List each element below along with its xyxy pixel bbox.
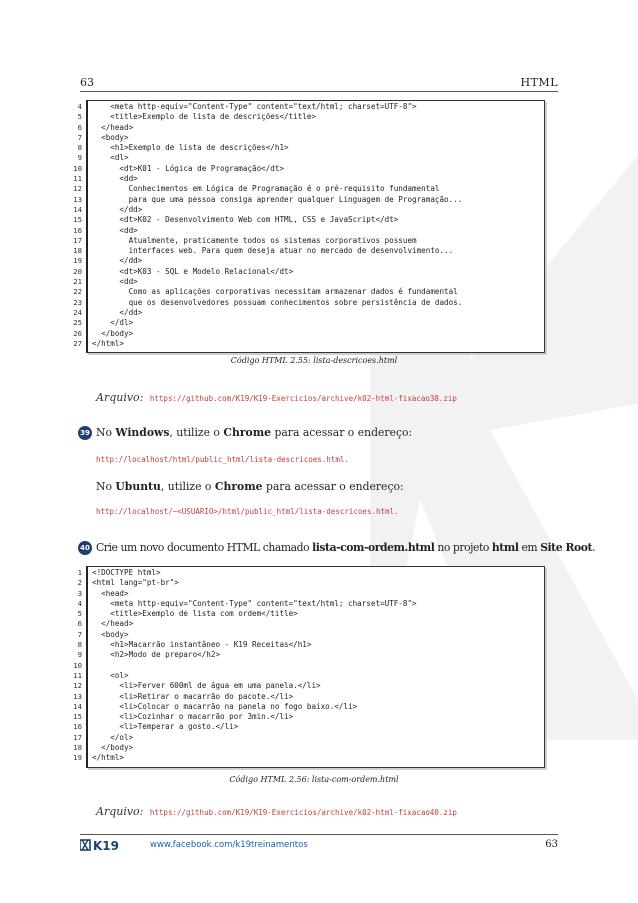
code-text: </head> <box>92 122 134 132</box>
bold-term: Chrome <box>214 480 263 493</box>
line-number: 27 <box>73 338 82 348</box>
code-text: para que uma pessoa consiga aprender qualquer Linguagem de Programação... <box>92 194 463 204</box>
code-line <box>73 681 544 691</box>
header-chapter-title: HTML <box>520 76 558 89</box>
bold-term: Site Root <box>540 541 593 554</box>
text-run: , utilize o <box>160 480 215 493</box>
text-run: . <box>592 541 595 554</box>
code-text: <dd> <box>92 277 138 287</box>
code-text: </head> <box>92 619 134 629</box>
code-line <box>73 660 544 671</box>
code-line <box>77 112 544 122</box>
step-number-badge: 39 <box>78 426 92 440</box>
line-number: 17 <box>73 732 82 742</box>
line-number: 9 <box>77 650 82 660</box>
code-text: </body> <box>92 328 134 338</box>
code-line <box>73 328 544 339</box>
text-run: em <box>518 541 541 554</box>
text-run: Crie um novo documento HTML chamado <box>96 541 313 554</box>
line-number: 5 <box>77 609 82 619</box>
code-text: <dd> <box>92 174 138 184</box>
arquivo-label: Arquivo: <box>96 391 144 404</box>
code-text: Como as aplicações corporativas necessitam armazenar dados é fundamental <box>92 287 458 297</box>
footer-page-number: 63 <box>545 839 558 850</box>
line-number: 26 <box>73 328 82 338</box>
code-line <box>73 712 544 722</box>
line-number: 15 <box>73 712 82 722</box>
code-line <box>73 307 544 318</box>
line-number: 21 <box>73 277 82 287</box>
code-line <box>77 609 544 619</box>
code-line <box>77 598 544 609</box>
code-line <box>73 297 544 308</box>
code-line <box>77 650 544 660</box>
code-text: <dt>K02 - Desenvolvimento Web com HTML, CSS e JavaScript</dt> <box>92 215 399 225</box>
code-line <box>77 619 544 629</box>
code-text: <html lang="pt-br"> <box>92 578 179 588</box>
step-39-text <box>96 426 412 439</box>
line-number: 12 <box>73 184 82 194</box>
code-line <box>73 287 544 297</box>
code-line <box>73 215 544 225</box>
code-text: interfaces web. Para quem deseja atuar no mercado de desenvolvimento... <box>92 246 454 256</box>
footer-rule <box>80 834 558 835</box>
code-text: <body> <box>92 132 129 142</box>
bold-term: lista-com-ordem.html <box>312 541 435 554</box>
code-text: <li>Ferver 600ml de água em uma panela.</li> <box>92 681 321 691</box>
arquivo-download-link[interactable]: https://github.com/K19/K19-Exercicios/archive/k02-html-fixacao38.zip <box>149 394 457 403</box>
bold-term: Chrome <box>223 426 272 439</box>
code-text: <dl> <box>92 153 129 163</box>
line-number: 12 <box>73 681 82 691</box>
line-number: 10 <box>73 660 82 670</box>
code-line <box>73 732 544 743</box>
text-run: para acessar o endereço: <box>271 426 413 439</box>
code-block-lista-descricoes <box>73 100 545 353</box>
line-number: 4 <box>77 598 82 608</box>
line-number: 13 <box>73 691 82 701</box>
header-page-number: 63 <box>80 76 94 89</box>
code-text: <body> <box>92 629 129 639</box>
code-text: <head> <box>92 588 129 598</box>
code-line <box>73 204 544 215</box>
ubuntu-text <box>96 480 404 493</box>
line-number: 17 <box>73 235 82 245</box>
code-text: Atualmente, praticamente todos os sistemas corporativos possuem <box>92 235 417 245</box>
bold-term: html <box>491 541 519 554</box>
footer-facebook-link[interactable]: www.facebook.com/k19treinamentos <box>150 840 308 850</box>
code-text: <li>Cozinhar o macarrão por 3min.</li> <box>92 712 294 722</box>
bold-term: Windows <box>115 426 170 439</box>
code-block-lista-com-ordem <box>73 566 545 768</box>
code-line <box>77 132 544 143</box>
code-text: <meta http-equiv="Content-Type" content="text/html; charset=UTF-8"> <box>92 598 417 608</box>
code-text: </dd> <box>92 204 143 214</box>
code-line <box>73 338 544 349</box>
line-number: 3 <box>77 588 82 598</box>
arquivo-download-link[interactable]: https://github.com/K19/K19-Exercicios/archive/k02-html-fixacao40.zip <box>149 808 457 817</box>
line-number: 8 <box>77 640 82 650</box>
code-line <box>77 568 544 578</box>
line-number: 19 <box>73 753 82 763</box>
code-line <box>73 246 544 256</box>
code-line <box>73 722 544 732</box>
code-line <box>73 277 544 287</box>
code-text: <title>Exemplo de lista com ordem</title> <box>92 609 298 619</box>
code-line <box>73 235 544 246</box>
code-caption-1: Código HTML 2.55: lista-descricoes.html <box>230 356 398 365</box>
code-text: <li>Retirar o macarrão do pacote.</li> <box>92 691 294 701</box>
code-line <box>73 225 544 236</box>
code-line <box>77 143 544 153</box>
arquivo-line-2 <box>96 805 457 818</box>
line-number: 6 <box>77 619 82 629</box>
code-text: <ol> <box>92 670 129 680</box>
code-text: </body> <box>92 743 134 753</box>
code-line <box>77 640 544 650</box>
code-line <box>77 578 544 588</box>
code-line <box>73 256 544 266</box>
code-line <box>73 194 544 205</box>
code-text: <meta http-equiv="Content-Type" content="text/html; charset=UTF-8"> <box>92 102 417 111</box>
line-number: 16 <box>73 225 82 235</box>
line-number: 25 <box>73 318 82 328</box>
code-text: </ol> <box>92 732 134 742</box>
line-number: 13 <box>73 194 82 204</box>
line-number: 1 <box>77 568 82 577</box>
code-line <box>73 174 544 184</box>
step-40-text <box>96 541 595 554</box>
code-text: </dl> <box>92 318 134 328</box>
text-run: para acessar o endereço: <box>262 480 404 493</box>
text-run: , utilize o <box>169 426 224 439</box>
header-rule <box>80 91 558 92</box>
code-text: <dt>K01 - Lógica de Programação</dt> <box>92 163 285 173</box>
code-line <box>73 670 544 681</box>
code-line <box>73 753 544 763</box>
code-line <box>73 184 544 194</box>
code-line <box>73 701 544 712</box>
code-line <box>73 266 544 277</box>
code-text: </dd> <box>92 256 143 266</box>
line-number: 8 <box>77 143 82 153</box>
line-number: 5 <box>77 112 82 122</box>
code-text: <h2>Modo de preparo</h2> <box>92 650 221 660</box>
code-caption-2: Código HTML 2.56: lista-com-ordem.html <box>229 775 399 784</box>
line-number: 18 <box>73 246 82 256</box>
line-number: 18 <box>73 743 82 753</box>
text-run: No <box>96 480 116 493</box>
code-text: <dd> <box>92 225 138 235</box>
ubuntu-url[interactable]: http://localhost/~<USUARIO>/html/public_html/lista-descricoes.html. <box>96 507 399 516</box>
code-line <box>77 122 544 133</box>
line-number: 23 <box>73 297 82 307</box>
line-number: 14 <box>73 701 82 711</box>
code-line <box>77 629 544 640</box>
line-number: 16 <box>73 722 82 732</box>
arquivo-line-1 <box>96 391 457 404</box>
code-line <box>73 691 544 702</box>
line-number: 9 <box>77 153 82 163</box>
line-number: 22 <box>73 287 82 297</box>
line-number: 20 <box>73 266 82 276</box>
code-text: <h1>Exemplo de lista de descrições</h1> <box>92 143 289 153</box>
code-line <box>77 588 544 599</box>
line-number: 15 <box>73 215 82 225</box>
code-text: <li>Temperar a gosto.</li> <box>92 722 239 732</box>
line-number: 6 <box>77 122 82 132</box>
code-text: Conhecimentos em Lógica de Programação é o pré-requisito fundamental <box>92 184 440 194</box>
text-run: no projeto <box>434 541 492 554</box>
line-number: 11 <box>73 670 82 680</box>
k19-logo <box>80 838 128 852</box>
line-number: 14 <box>73 204 82 214</box>
step-number-badge: 40 <box>78 541 92 555</box>
code-text: <h1>Macarrão instantâneo - K19 Receitas</h1> <box>92 640 312 650</box>
line-number: 11 <box>73 174 82 184</box>
code-text: </html> <box>92 338 125 348</box>
code-text: <dt>K03 - SQL e Modelo Relacional</dt> <box>92 266 294 276</box>
code-text: </dd> <box>92 307 143 317</box>
code-text: <!DOCTYPE html> <box>92 568 161 577</box>
arquivo-label: Arquivo: <box>96 805 144 818</box>
line-number: 10 <box>73 163 82 173</box>
code-line <box>73 318 544 328</box>
code-line <box>73 743 544 753</box>
line-number: 24 <box>73 307 82 317</box>
bold-term: Ubuntu <box>115 480 161 493</box>
logo-text: K19 <box>93 839 119 852</box>
windows-url[interactable]: http://localhost/html/public_html/lista-descricoes.html. <box>96 455 349 464</box>
line-number: 2 <box>77 578 82 588</box>
code-text: </html> <box>92 753 125 763</box>
line-number: 19 <box>73 256 82 266</box>
code-text: <title>Exemplo de lista de descrições</title> <box>92 112 317 122</box>
code-line <box>73 163 544 174</box>
code-text: <li>Colocar o macarrão na panela no fogo baixo.</li> <box>92 701 358 711</box>
line-number: 7 <box>77 629 82 639</box>
code-line <box>77 102 544 112</box>
text-run: No <box>96 426 116 439</box>
line-number: 4 <box>77 102 82 111</box>
line-number: 7 <box>77 132 82 142</box>
code-line <box>77 153 544 163</box>
code-text: que os desenvolvedores possuam conhecimentos sobre persistência de dados. <box>92 297 463 307</box>
